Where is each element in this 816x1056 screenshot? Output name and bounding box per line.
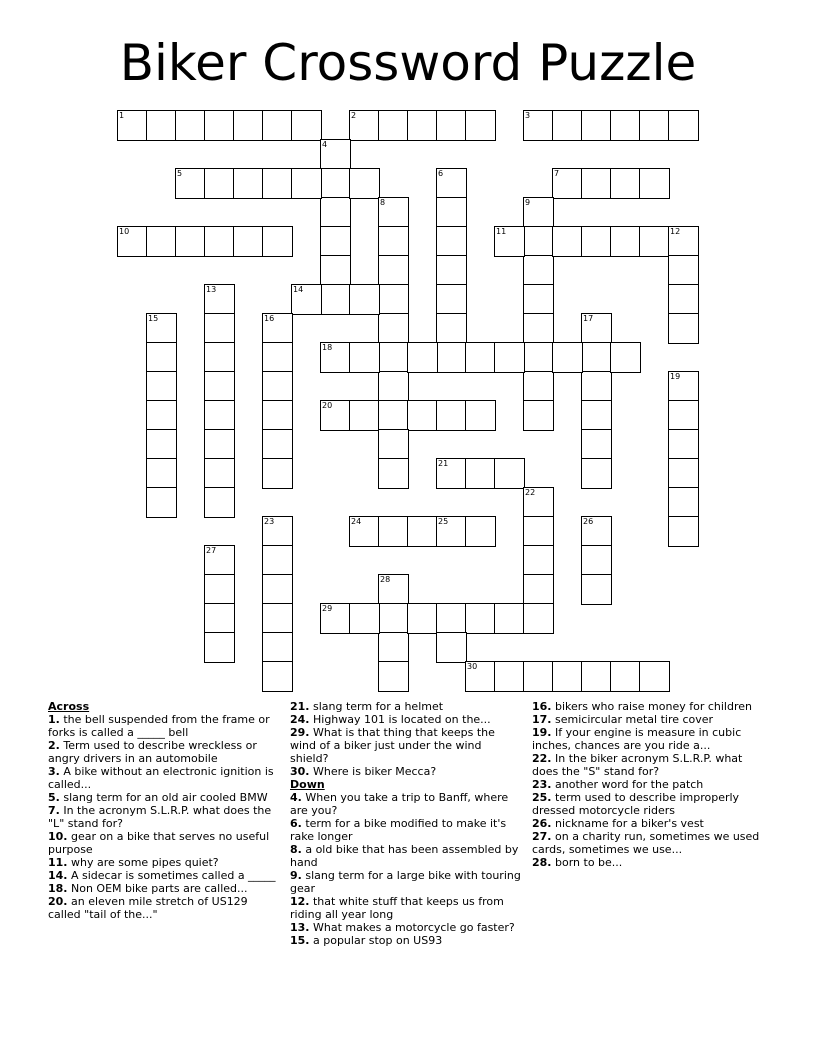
grid-cell[interactable]: [436, 313, 467, 344]
grid-cell[interactable]: [581, 661, 612, 692]
page-title: Biker Crossword Puzzle: [119, 34, 697, 92]
grid-cell[interactable]: [378, 313, 409, 344]
grid-cell[interactable]: [262, 661, 293, 692]
grid-cell[interactable]: [668, 458, 699, 489]
clue-number: 22.: [532, 752, 552, 765]
clue-number-label: 8: [380, 198, 386, 207]
clue-number: 20.: [48, 895, 68, 908]
grid-cell[interactable]: [581, 226, 612, 257]
clue-number-label: 7: [554, 169, 560, 178]
clue-item: [532, 713, 772, 726]
grid-cell[interactable]: [320, 284, 351, 315]
grid-cell[interactable]: [639, 110, 670, 141]
grid-cell[interactable]: [494, 458, 525, 489]
clue-number: 21.: [290, 700, 310, 713]
clue-item: [48, 882, 280, 895]
clue-text: nickname for a biker's vest: [551, 817, 704, 830]
clue-number-label: 24: [351, 517, 362, 526]
clue-number-label: 13: [206, 285, 217, 294]
clue-number: 13.: [290, 921, 310, 934]
clue-text: A sidecar is sometimes called a _____: [67, 869, 276, 882]
clue-text: a old bike that has been assembled by hand: [290, 843, 519, 869]
grid-cell[interactable]: [378, 632, 409, 663]
grid-cell[interactable]: [204, 574, 235, 605]
grid-cell[interactable]: [668, 110, 699, 141]
clue-number-label: 18: [322, 343, 333, 352]
clue-item: [48, 869, 280, 882]
grid-cell[interactable]: [378, 516, 409, 547]
grid-cell[interactable]: [204, 371, 235, 402]
grid-cell[interactable]: [552, 342, 583, 373]
clue-text: why are some pipes quiet?: [67, 856, 219, 869]
grid-cell[interactable]: [610, 110, 641, 141]
grid-cell[interactable]: [581, 458, 612, 489]
clue-number: 2.: [48, 739, 60, 752]
grid-cell[interactable]: [407, 400, 438, 431]
grid-cell[interactable]: [349, 342, 380, 373]
clue-text: the bell suspended from the frame or forks is called a _____ bell: [48, 713, 270, 739]
grid-cell[interactable]: [204, 632, 235, 663]
clue-item: [48, 830, 280, 856]
grid-cell[interactable]: [523, 371, 554, 402]
clue-text: When you take a trip to Banff, where are you?: [290, 791, 509, 817]
grid-cell[interactable]: [291, 110, 322, 141]
clue-number: 28.: [532, 856, 552, 869]
clue-number-label: 5: [177, 169, 183, 178]
grid-cell[interactable]: [494, 342, 525, 373]
clue-number-label: 25: [438, 517, 449, 526]
grid-cell[interactable]: [610, 226, 641, 257]
grid-cell[interactable]: [204, 400, 235, 431]
clue-text: an eleven mile stretch of US129 called "tail of the...": [48, 895, 248, 921]
grid-cell[interactable]: [436, 197, 467, 228]
clue-number: 10.: [48, 830, 68, 843]
grid-cell[interactable]: [378, 603, 409, 634]
clue-item: [48, 791, 280, 804]
grid-cell[interactable]: [233, 110, 264, 141]
clue-number: 6.: [290, 817, 302, 830]
clue-number-label: 14: [293, 285, 304, 294]
grid-cell[interactable]: [146, 487, 177, 518]
grid-cell[interactable]: [523, 661, 554, 692]
grid-cell[interactable]: [523, 313, 554, 344]
clue-text: What makes a motorcycle go faster?: [309, 921, 515, 934]
grid-cell[interactable]: [523, 574, 554, 605]
clue-text: If your engine is measure in cubic inches, chances are you ride a...: [532, 726, 742, 752]
grid-cell[interactable]: [668, 313, 699, 344]
grid-cell[interactable]: [233, 226, 264, 257]
clue-item: [532, 752, 772, 778]
grid-cell[interactable]: [378, 342, 409, 373]
grid-cell[interactable]: [146, 429, 177, 460]
grid-cell[interactable]: [581, 168, 612, 199]
grid-cell[interactable]: [436, 255, 467, 286]
clue-number: 15.: [290, 934, 310, 947]
grid-cell[interactable]: [465, 516, 496, 547]
grid-cell[interactable]: [494, 603, 525, 634]
down-clue-list: [290, 791, 522, 947]
grid-cell[interactable]: [465, 603, 496, 634]
grid-cell[interactable]: [204, 458, 235, 489]
grid-cell[interactable]: [262, 226, 293, 257]
grid-cell[interactable]: [262, 574, 293, 605]
clue-item: [290, 765, 522, 778]
grid-cell[interactable]: [552, 661, 583, 692]
grid-cell[interactable]: [436, 110, 467, 141]
clue-text: another word for the patch: [551, 778, 704, 791]
grid-cell[interactable]: [146, 110, 177, 141]
clue-number: 7.: [48, 804, 60, 817]
clue-number: 4.: [290, 791, 302, 804]
clue-number-label: 6: [438, 169, 444, 178]
grid-cell[interactable]: [523, 545, 554, 576]
grid-cell[interactable]: [552, 110, 583, 141]
clue-number-label: 4: [322, 140, 328, 149]
clues-column-1: [48, 700, 280, 921]
down-heading: Down: [290, 778, 325, 791]
clue-item: [290, 726, 522, 765]
clues-column-2: [290, 700, 522, 947]
clue-text: Non OEM bike parts are called...: [67, 882, 248, 895]
clue-number-label: 16: [264, 314, 275, 323]
clue-text: born to be...: [551, 856, 623, 869]
clue-number: 24.: [290, 713, 310, 726]
clue-number-label: 23: [264, 517, 275, 526]
clue-item: [290, 921, 522, 934]
grid-cell[interactable]: [175, 226, 206, 257]
clue-text: gear on a bike that serves no useful purpose: [48, 830, 270, 856]
clue-item: [532, 830, 772, 856]
clue-text: Where is biker Mecca?: [309, 765, 437, 778]
grid-cell[interactable]: [146, 342, 177, 373]
grid-cell[interactable]: [204, 168, 235, 199]
clue-number-label: 15: [148, 314, 159, 323]
clue-item: [48, 765, 280, 791]
clue-item: [48, 713, 280, 739]
clue-item: [290, 895, 522, 921]
grid-cell[interactable]: [204, 603, 235, 634]
clue-item: [290, 869, 522, 895]
clue-text: a popular stop on US93: [309, 934, 443, 947]
grid-cell[interactable]: [320, 197, 351, 228]
grid-cell[interactable]: [581, 545, 612, 576]
grid-cell[interactable]: [378, 371, 409, 402]
grid-cell[interactable]: [668, 284, 699, 315]
grid-cell[interactable]: [610, 661, 641, 692]
clue-item: [48, 804, 280, 830]
clues-column-3: [532, 700, 772, 869]
clue-number-label: 27: [206, 546, 217, 555]
grid-cell[interactable]: [349, 603, 380, 634]
grid-cell[interactable]: [204, 429, 235, 460]
clue-text: slang term for an old air cooled BMW: [59, 791, 268, 804]
clue-number-label: 2: [351, 111, 357, 120]
clue-number: 14.: [48, 869, 68, 882]
grid-cell[interactable]: [262, 603, 293, 634]
grid-cell[interactable]: [378, 110, 409, 141]
clue-number: 23.: [532, 778, 552, 791]
grid-cell[interactable]: [581, 371, 612, 402]
grid-cell[interactable]: [407, 516, 438, 547]
grid-cell[interactable]: [523, 516, 554, 547]
grid-cell[interactable]: [262, 371, 293, 402]
clue-text: term for a bike modified to make it's rake longer: [290, 817, 507, 843]
down-clue-list-continued: [532, 700, 772, 869]
across-heading: Across: [48, 700, 90, 713]
grid-cell[interactable]: [262, 110, 293, 141]
grid-cell[interactable]: [523, 342, 554, 373]
clue-text: on a charity run, sometimes we used cards, sometimes we use...: [532, 830, 760, 856]
grid-cell[interactable]: [581, 342, 612, 373]
clue-number: 19.: [532, 726, 552, 739]
clue-text: Term used to describe wreckless or angry drivers in an automobile: [48, 739, 257, 765]
clue-number: 26.: [532, 817, 552, 830]
clue-item: [532, 726, 772, 752]
clue-item: [290, 843, 522, 869]
clue-number-label: 17: [583, 314, 594, 323]
clue-number: 8.: [290, 843, 302, 856]
grid-cell[interactable]: [436, 400, 467, 431]
clue-text: Highway 101 is located on the...: [309, 713, 491, 726]
grid-cell[interactable]: [668, 429, 699, 460]
grid-cell[interactable]: [639, 226, 670, 257]
clue-item: [532, 700, 772, 713]
grid-cell[interactable]: [494, 661, 525, 692]
grid-cell[interactable]: [407, 110, 438, 141]
grid-cell[interactable]: [610, 342, 641, 373]
clue-text: A bike without an electronic ignition is called...: [48, 765, 274, 791]
grid-cell[interactable]: [465, 458, 496, 489]
clue-number-label: 28: [380, 575, 391, 584]
grid-cell[interactable]: [378, 284, 409, 315]
grid-cell[interactable]: [262, 632, 293, 663]
grid-cell[interactable]: [291, 168, 322, 199]
grid-cell[interactable]: [552, 226, 583, 257]
clue-number-label: 30: [467, 662, 478, 671]
grid-cell[interactable]: [175, 110, 206, 141]
grid-cell[interactable]: [610, 168, 641, 199]
grid-cell[interactable]: [668, 255, 699, 286]
clue-number: 17.: [532, 713, 552, 726]
clue-number-label: 26: [583, 517, 594, 526]
clue-number: 18.: [48, 882, 68, 895]
clue-number-label: 21: [438, 459, 449, 468]
grid-cell[interactable]: [378, 458, 409, 489]
clue-number: 16.: [532, 700, 552, 713]
grid-cell[interactable]: [262, 429, 293, 460]
grid-cell[interactable]: [436, 342, 467, 373]
clue-number: 5.: [48, 791, 60, 804]
clue-number: 27.: [532, 830, 552, 843]
grid-cell[interactable]: [146, 458, 177, 489]
clue-item: [532, 778, 772, 791]
grid-cell[interactable]: [146, 400, 177, 431]
clue-item: [290, 934, 522, 947]
grid-cell[interactable]: [668, 487, 699, 518]
clue-number-label: 19: [670, 372, 681, 381]
grid-cell[interactable]: [465, 400, 496, 431]
grid-cell[interactable]: [349, 284, 380, 315]
clue-item: [48, 895, 280, 921]
grid-cell[interactable]: [320, 255, 351, 286]
clue-text: slang term for a large bike with touring gear: [290, 869, 521, 895]
grid-cell[interactable]: [465, 110, 496, 141]
grid-cell[interactable]: [639, 661, 670, 692]
clue-text: semicircular metal tire cover: [551, 713, 714, 726]
grid-cell[interactable]: [436, 632, 467, 663]
across-clue-list-continued: [290, 700, 522, 778]
grid-cell[interactable]: [523, 226, 554, 257]
grid-cell[interactable]: [581, 574, 612, 605]
clue-number-label: 9: [525, 198, 531, 207]
clue-number-label: 10: [119, 227, 130, 236]
clue-number-label: 1: [119, 111, 125, 120]
across-clue-list: [48, 713, 280, 921]
clue-text: In the acronym S.L.R.P. what does the "L" stand for?: [48, 804, 272, 830]
clue-item: [290, 713, 522, 726]
clue-number-label: 20: [322, 401, 333, 410]
grid-cell[interactable]: [465, 342, 496, 373]
clue-number: 25.: [532, 791, 552, 804]
grid-cell[interactable]: [262, 458, 293, 489]
grid-cell[interactable]: [204, 313, 235, 344]
clue-text: What is that thing that keeps the wind of a biker just under the wind shield?: [290, 726, 495, 765]
grid-cell[interactable]: [204, 342, 235, 373]
clue-item: [48, 856, 280, 869]
grid-cell[interactable]: [262, 342, 293, 373]
clue-text: slang term for a helmet: [309, 700, 444, 713]
clue-number-label: 29: [322, 604, 333, 613]
grid-cell[interactable]: [639, 168, 670, 199]
clue-number-label: 3: [525, 111, 531, 120]
grid-cell[interactable]: [407, 342, 438, 373]
grid-cell[interactable]: [320, 168, 351, 199]
grid-cell[interactable]: [436, 603, 467, 634]
clue-number: 12.: [290, 895, 310, 908]
grid-cell[interactable]: [436, 284, 467, 315]
grid-cell[interactable]: [204, 487, 235, 518]
clue-text: term used to describe improperly dressed motorcycle riders: [532, 791, 740, 817]
clue-text: In the biker acronym S.L.R.P. what does the "S" stand for?: [532, 752, 743, 778]
grid-cell[interactable]: [581, 110, 612, 141]
clue-number: 3.: [48, 765, 60, 778]
clue-text: that white stuff that keeps us from riding all year long: [290, 895, 504, 921]
grid-cell[interactable]: [407, 603, 438, 634]
clue-item: [532, 817, 772, 830]
grid-cell[interactable]: [233, 168, 264, 199]
grid-cell[interactable]: [262, 168, 293, 199]
grid-cell[interactable]: [204, 226, 235, 257]
clue-number: 9.: [290, 869, 302, 882]
grid-cell[interactable]: [581, 429, 612, 460]
clue-item: [290, 700, 522, 713]
clue-number: 1.: [48, 713, 60, 726]
grid-cell[interactable]: [378, 429, 409, 460]
grid-cell[interactable]: [523, 400, 554, 431]
grid-cell[interactable]: [668, 400, 699, 431]
grid-cell[interactable]: [378, 255, 409, 286]
clue-number: 29.: [290, 726, 310, 739]
grid-cell[interactable]: [523, 255, 554, 286]
clue-number-label: 12: [670, 227, 681, 236]
grid-cell[interactable]: [378, 400, 409, 431]
grid-cell[interactable]: [204, 110, 235, 141]
grid-cell[interactable]: [668, 516, 699, 547]
grid-cell[interactable]: [262, 545, 293, 576]
grid-cell[interactable]: [349, 168, 380, 199]
grid-cell[interactable]: [581, 400, 612, 431]
clue-item: [532, 856, 772, 869]
grid-cell[interactable]: [523, 603, 554, 634]
clue-number: 30.: [290, 765, 310, 778]
clue-item: [290, 791, 522, 817]
clue-item: [532, 791, 772, 817]
grid-cell[interactable]: [262, 400, 293, 431]
clue-number-label: 11: [496, 227, 507, 236]
clue-number-label: 22: [525, 488, 536, 497]
grid-cell[interactable]: [349, 400, 380, 431]
grid-cell[interactable]: [378, 226, 409, 257]
clue-number: 11.: [48, 856, 68, 869]
grid-cell[interactable]: [146, 371, 177, 402]
grid-cell[interactable]: [523, 284, 554, 315]
grid-cell[interactable]: [378, 661, 409, 692]
clue-item: [290, 817, 522, 843]
grid-cell[interactable]: [146, 226, 177, 257]
clue-text: bikers who raise money for children: [551, 700, 752, 713]
grid-cell[interactable]: [436, 226, 467, 257]
grid-cell[interactable]: [320, 226, 351, 257]
clue-item: [48, 739, 280, 765]
